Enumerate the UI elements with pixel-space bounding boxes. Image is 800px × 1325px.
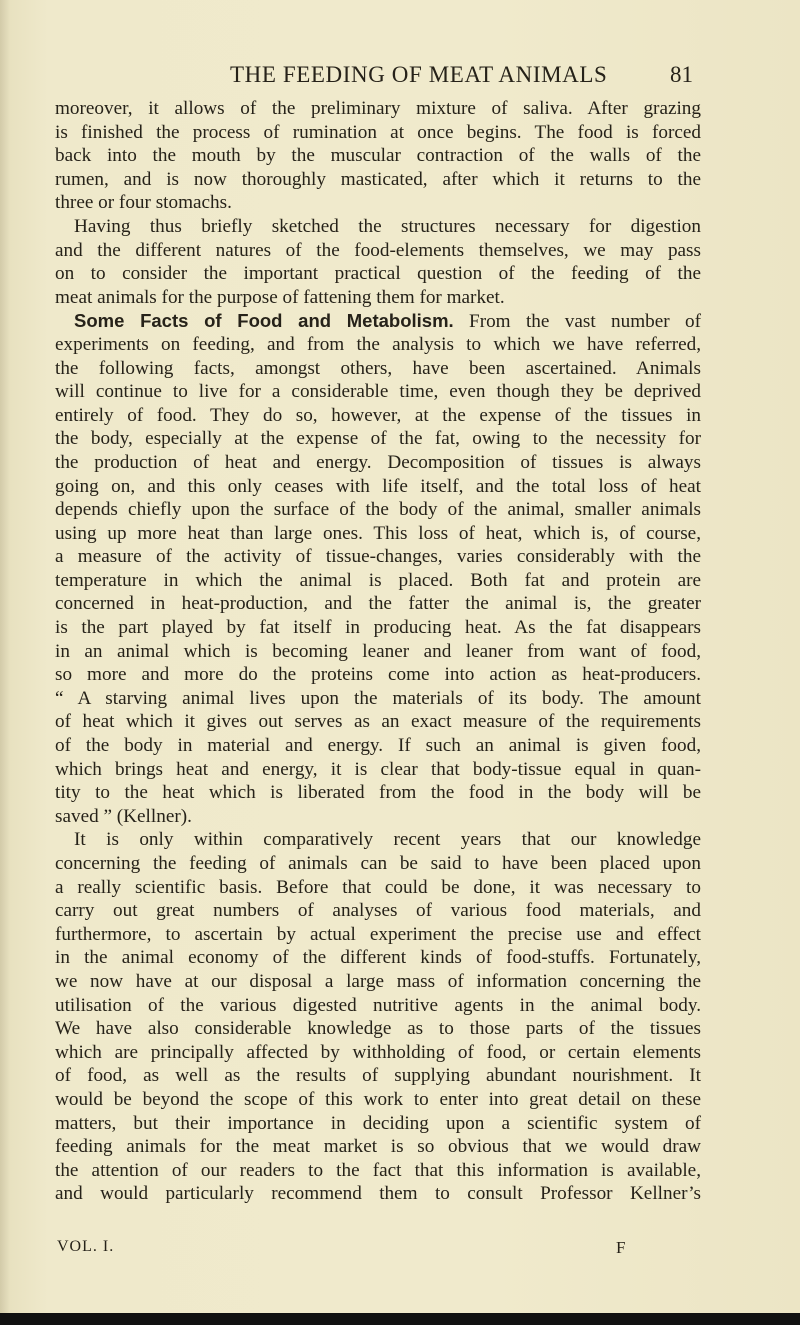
text-line: We have also considerable knowledge as to those parts of the tissues [55,1018,701,1040]
line-text: From the vast number of [453,311,701,333]
text-line: a really scientific basis. Before that could be done, it was necessary to [55,876,701,898]
text-line [55,309,701,333]
text-line: concerned in heat-production, and the fatter the animal is, the greater [55,593,701,615]
text-line: rumen, and is now thoroughly masticated, after which it returns to the [55,168,701,190]
body-text [55,97,701,1206]
text-line: which are principally affected by withholding of food, or certain elements [55,1041,701,1063]
text-line: three or four stomachs. [55,192,232,214]
text-line: and the different natures of the food-elements themselves, we may pass [55,239,701,261]
text-line: utilisation of the various digested nutritive agents in the animal body. [55,994,701,1016]
text-line: in an animal which is becoming leaner and leaner from want of food, [55,640,701,662]
text-line: of the body in material and energy. If such an animal is given food, [55,735,701,757]
text-line: and would particularly recommend them to consult Professor Kellner’s [55,1183,701,1205]
text-line: back into the mouth by the muscular contraction of the walls of the [55,145,701,167]
text-line: of heat which it gives out serves as an exact measure of the requirements [55,711,701,733]
text-line: matters, but their importance in deciding upon a scientific system of [55,1112,701,1134]
page-footer [57,1238,657,1262]
text-line: “ A starving animal lives upon the materials of its body. The amount [55,687,701,709]
text-line: carry out great numbers of analyses of various food materials, and [55,900,701,922]
section-sidehead: Some Facts of Food and Metabolism. [74,310,454,332]
spine-shadow [0,0,10,1325]
text-line: will continue to live for a considerable time, even though they be deprived [55,381,701,403]
text-line: the production of heat and energy. Decomposition of tissues is always [55,451,701,473]
text-line: the attention of our readers to the fact that this information is available, [55,1159,701,1181]
running-head-title: THE FEEDING OF MEAT ANIMALS [230,62,608,87]
volume-mark: VOL. I. [57,1238,115,1255]
text-line: saved ” (Kellner). [55,805,192,827]
text-line: the body, especially at the expense of the fat, owing to the necessity for [55,428,701,450]
text-line: of food, as well as the results of supplying abundant nourishment. It [55,1065,701,1087]
text-line: furthermore, to ascertain by actual experiment the precise use and effect [55,923,701,945]
text-line: entirely of food. They do so, however, at the expense of the tissues in [55,404,701,426]
page-number: 81 [670,62,693,87]
text-line: feeding animals for the meat market is so obvious that we would draw [55,1136,701,1158]
text-line: meat animals for the purpose of fattening them for market. [55,286,505,308]
text-line: Having thus briefly sketched the structures necessary for digestion [74,215,701,237]
text-line: concerning the feeding of animals can be said to have been placed upon [55,853,701,874]
text-line: in the animal economy of the different kinds of food-stuffs. Fortunately, [55,947,701,969]
text-line: is the part played by fat itself in producing heat. As the fat disappears [55,617,701,639]
text-line: It is only within comparatively recent years that our knowledge [74,829,701,851]
text-line: on to consider the important practical question of the feeding of the [55,263,701,285]
text-line: so more and more do the proteins come into action as heat-producers. [55,664,701,686]
text-line: is finished the process of rumination at once begins. The food is forced [55,121,701,143]
text-line: tity to the heat which is liberated from the food in the body will be [55,782,701,804]
text-line: moreover, it allows of the preliminary mixture of saliva. After grazing [55,98,701,119]
text-line: would be beyond the scope of this work to enter into great detail on these [55,1088,701,1110]
text-line: we now have at our disposal a large mass of information concerning the [55,970,701,992]
text-line: temperature in which the animal is placed. Both fat and protein are [55,569,701,591]
text-line: which brings heat and energy, it is clear that body-tissue equal in quan- [55,758,701,780]
running-head [0,62,800,92]
text-line: going on, and this only ceases with life itself, and the total loss of heat [55,475,701,497]
text-line: depends chiefly upon the surface of the body of the animal, smaller animals [55,499,701,521]
text-line: using up more heat than large ones. This loss of heat, which is, of course, [55,522,701,544]
text-line: a measure of the activity of tissue-changes, varies considerably with the [55,546,701,568]
page-edge-shadow [0,1313,800,1325]
signature-mark: F [616,1238,626,1257]
text-line: experiments on feeding, and from the analysis to which we have referred, [55,333,701,355]
text-line: the following facts, amongst others, have been ascertained. Animals [55,357,701,379]
